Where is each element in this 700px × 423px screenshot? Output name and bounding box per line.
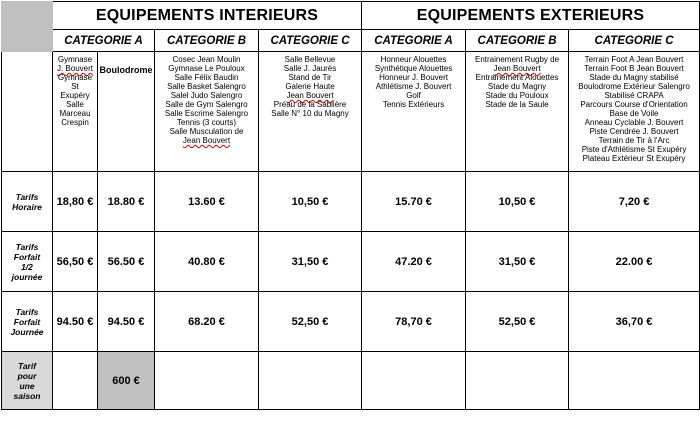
corner-cell bbox=[2, 2, 53, 30]
equipement-item: Stabilisé CRAPA bbox=[604, 91, 664, 100]
equipement-item: Terrain Foot A Jean Bouvert bbox=[584, 55, 684, 64]
equipement-item: Stade du Magny bbox=[487, 82, 547, 91]
empty-cell bbox=[53, 352, 98, 410]
equipement-item: Golf bbox=[406, 91, 421, 100]
price-cell: 52,50 € bbox=[466, 292, 569, 352]
int-a-equipements bbox=[53, 52, 98, 172]
header-ext-categorie-a: CATEGORIE A bbox=[362, 30, 466, 52]
equipement-item: Piste d'Athlétisme St Exupéry bbox=[581, 145, 687, 154]
corner-cell-2 bbox=[2, 30, 53, 52]
ext-b-equipements bbox=[466, 52, 569, 172]
equipement-item: Salle de Gym Salengro bbox=[165, 100, 248, 109]
price-cell: 78,70 € bbox=[362, 292, 466, 352]
equipement-item: Crespin bbox=[61, 118, 89, 127]
equipement-item: Boulodrome Extérieur Salengro bbox=[578, 82, 690, 91]
equipement-item: Plateau Extérieur St Exupéry bbox=[582, 154, 686, 163]
price-cell: 40.80 € bbox=[155, 232, 259, 292]
equipement-item: Gymnase bbox=[57, 73, 93, 82]
row-tarif-saison bbox=[2, 352, 700, 410]
equipement-item: Marceau bbox=[59, 109, 91, 118]
equipement-item: J. Bouvert bbox=[56, 64, 93, 73]
equipement-item: Salle N° 10 du Magny bbox=[271, 109, 349, 118]
row-label-tarif-demi-journee: Tarifs Forfait 1/2 journée bbox=[2, 232, 53, 292]
price-cell: 10,50 € bbox=[259, 172, 362, 232]
row-label-tarif-horaire: Tarifs Horaire bbox=[2, 172, 53, 232]
equipement-item: Préau de la Sablière bbox=[273, 100, 347, 109]
equipement-item: Honneur J. Bouvert bbox=[379, 73, 448, 82]
equipement-item: Salle Bellevue bbox=[284, 55, 336, 64]
equipement-item: Salle Escrime Salengro bbox=[164, 109, 249, 118]
row-tarif-journee bbox=[2, 292, 700, 352]
empty-cell bbox=[466, 352, 569, 410]
equipement-item: Salle J. Jaurès bbox=[283, 64, 337, 73]
equipement-item: Terrain de Tir à l'Arc bbox=[598, 136, 670, 145]
equipement-item: Exupéry bbox=[60, 91, 90, 100]
equipement-item: Gymnase Le Pouloux bbox=[168, 64, 245, 73]
equipement-item: Stand de Tir bbox=[288, 73, 332, 82]
list-row-label bbox=[2, 52, 53, 172]
row-label-tarif-saison: Tarif pour une saison bbox=[2, 352, 53, 410]
price-cell-saison: 600 € bbox=[98, 352, 155, 410]
price-cell: 31,50 € bbox=[466, 232, 569, 292]
price-cell: 94.50 € bbox=[53, 292, 98, 352]
price-cell: 15.70 € bbox=[362, 172, 466, 232]
header-int-categorie-c: CATEGORIE C bbox=[259, 30, 362, 52]
int-a2-equipements bbox=[98, 52, 155, 172]
price-cell: 94.50 € bbox=[98, 292, 155, 352]
empty-cell bbox=[155, 352, 259, 410]
equipement-item: Parcours Course d'Orientation bbox=[580, 100, 688, 109]
header-ext-categorie-b: CATEGORIE B bbox=[466, 30, 569, 52]
equipement-item: Entrainement Alouettes bbox=[475, 73, 559, 82]
empty-cell bbox=[259, 352, 362, 410]
price-cell: 7,20 € bbox=[569, 172, 700, 232]
price-cell: 36,70 € bbox=[569, 292, 700, 352]
equipement-item: Jean Bouvert bbox=[493, 64, 541, 73]
ext-a-equipements bbox=[362, 52, 466, 172]
equipement-item: Cosec Jean Moulin bbox=[172, 55, 241, 64]
equipement-item: Stade du Magny stabilisé bbox=[589, 73, 679, 82]
equipement-item: Piste Cendrée J. Bouvert bbox=[589, 127, 679, 136]
price-cell: 31,50 € bbox=[259, 232, 362, 292]
equipement-item: Entrainement Rugby de bbox=[475, 55, 560, 64]
empty-cell bbox=[569, 352, 700, 410]
equipement-item: Salle Félix Baudin bbox=[174, 73, 239, 82]
equipement-item: Tennis (3 courts) bbox=[176, 118, 237, 127]
header-equipements-exterieurs: EQUIPEMENTS EXTERIEURS bbox=[362, 2, 700, 30]
equipement-item: Stade du Pouloux bbox=[485, 91, 549, 100]
row-label-tarif-journee: Tarifs Forfait Journée bbox=[2, 292, 53, 352]
equipement-item: Jean Bouvert bbox=[286, 91, 334, 100]
ext-c-equipements bbox=[569, 52, 700, 172]
equipement-item: Gymnase bbox=[57, 55, 93, 64]
equipement-item: Synthétique Alouettes bbox=[374, 64, 453, 73]
equipement-item: Honneur Alouettes bbox=[380, 55, 447, 64]
equipement-item: Salle Basket Salengro bbox=[167, 82, 246, 91]
equipement-item: Jean Bouvert bbox=[182, 136, 231, 145]
price-cell: 56,50 € bbox=[53, 232, 98, 292]
int-b-equipements bbox=[155, 52, 259, 172]
equipement-item: Base de Voile bbox=[609, 109, 659, 118]
equipement-item: Salel Judo Salengro bbox=[170, 91, 243, 100]
int-c-equipements bbox=[259, 52, 362, 172]
header-int-categorie-b: CATEGORIE B bbox=[155, 30, 259, 52]
equipement-item: Boulodrome bbox=[99, 65, 153, 75]
header-ext-categorie-c: CATEGORIE C bbox=[569, 30, 700, 52]
equipement-item: St bbox=[71, 82, 79, 91]
equipement-item: Athlétisme J. Bouvert bbox=[375, 82, 452, 91]
header-int-categorie-a: CATEGORIE A bbox=[53, 30, 155, 52]
equipement-item: Terrain Foot B Jean Bouvert bbox=[584, 64, 684, 73]
equipement-item: Tennis Extérieurs bbox=[382, 100, 445, 109]
equipement-item: Salle Musculation de bbox=[169, 127, 244, 136]
equipement-item: Salle bbox=[66, 100, 84, 109]
price-cell: 18,80 € bbox=[53, 172, 98, 232]
price-cell: 68.20 € bbox=[155, 292, 259, 352]
price-cell: 56.50 € bbox=[98, 232, 155, 292]
price-cell: 18.80 € bbox=[98, 172, 155, 232]
tarifs-table bbox=[1, 1, 700, 410]
equipement-item: Anneau Cyclable J. Bouvert bbox=[584, 118, 684, 127]
equipement-item: Stade de la Saule bbox=[485, 100, 549, 109]
price-cell: 10,50 € bbox=[466, 172, 569, 232]
equipement-item: Galerie Haute bbox=[285, 82, 335, 91]
row-tarif-demi-journee bbox=[2, 232, 700, 292]
price-cell: 47.20 € bbox=[362, 232, 466, 292]
price-cell: 13.60 € bbox=[155, 172, 259, 232]
row-tarif-horaire bbox=[2, 172, 700, 232]
price-cell: 22.00 € bbox=[569, 232, 700, 292]
empty-cell bbox=[362, 352, 466, 410]
header-equipements-interieurs: EQUIPEMENTS INTERIEURS bbox=[53, 2, 362, 30]
price-cell: 52,50 € bbox=[259, 292, 362, 352]
